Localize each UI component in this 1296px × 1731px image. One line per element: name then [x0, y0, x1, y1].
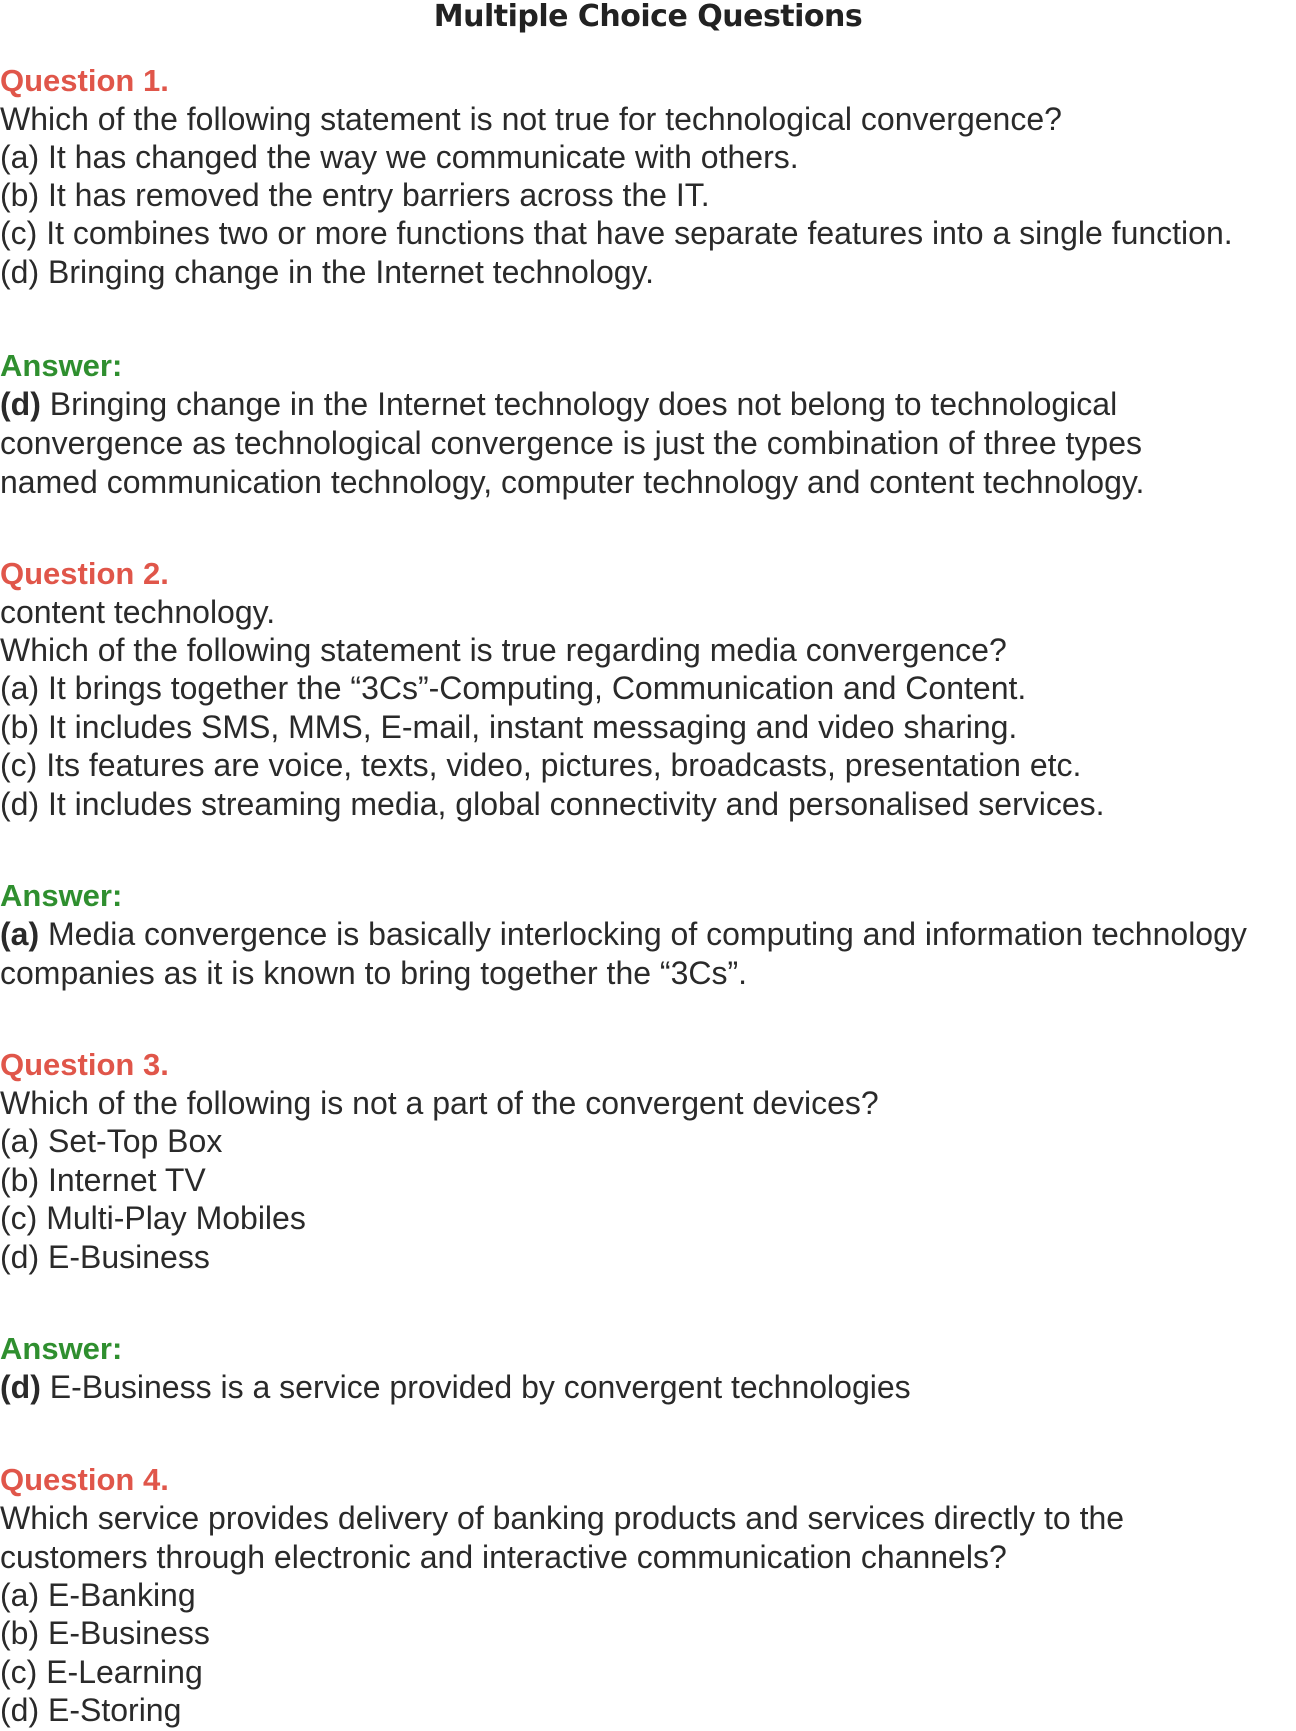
- question-4-option-b: (b) E-Business: [0, 1615, 210, 1651]
- answer-2-line-2: companies as it is known to bring together the “3Cs”.: [0, 955, 748, 991]
- question-4-option-d: (d) E-Storing: [0, 1692, 182, 1728]
- question-3-option-c: (c) Multi-Play Mobiles: [0, 1200, 306, 1236]
- question-2-text: Which of the following statement is true regarding media convergence?: [0, 632, 1007, 668]
- answer-2-heading: Answer:: [0, 878, 123, 913]
- question-3-option-d: (d) E-Business: [0, 1239, 210, 1275]
- question-1-option-d: (d) Bringing change in the Internet technology.: [0, 254, 655, 290]
- question-1-heading: Question 1.: [0, 63, 169, 98]
- question-1-option-c: (c) It combines two or more functions that have separate features into a single function.: [0, 215, 1233, 251]
- question-2-option-b: (b) It includes SMS, MMS, E-mail, instant messaging and video sharing.: [0, 709, 1018, 745]
- question-4-text-line-1: Which service provides delivery of banking products and services directly to the: [0, 1500, 1125, 1536]
- question-1-text: Which of the following statement is not true for technological convergence?: [0, 101, 1062, 137]
- question-2-prefix: content technology.: [0, 594, 276, 630]
- answer-3-heading: Answer:: [0, 1331, 123, 1366]
- answer-1-key: (d): [0, 386, 41, 422]
- answer-2-line-1: [0, 915, 1247, 953]
- question-2-option-a: (a) It brings together the “3Cs”-Computing, Communication and Content.: [0, 670, 1027, 706]
- answer-3-key: (d): [0, 1369, 41, 1405]
- question-2-option-d: (d) It includes streaming media, global connectivity and personalised services.: [0, 786, 1105, 822]
- answer-2-text: Media convergence is basically interlocking of computing and information technology: [39, 916, 1247, 952]
- question-2-option-c: (c) Its features are voice, texts, video, pictures, broadcasts, presentation etc.: [0, 747, 1082, 783]
- answer-2-key: (a): [0, 916, 40, 952]
- answer-1-text: Bringing change in the Internet technology does not belong to technological: [40, 386, 1118, 422]
- question-3-option-a: (a) Set-Top Box: [0, 1123, 223, 1159]
- question-3-option-b: (b) Internet TV: [0, 1162, 206, 1198]
- answer-3-line-1: [0, 1368, 911, 1406]
- question-2-heading: Question 2.: [0, 556, 169, 591]
- answer-1-line-1: [0, 385, 1117, 423]
- question-4-option-c: (c) E-Learning: [0, 1654, 203, 1690]
- question-1-option-a: (a) It has changed the way we communicate with others.: [0, 139, 799, 175]
- answer-1-heading: Answer:: [0, 348, 123, 383]
- question-4-text-line-2: customers through electronic and interactive communication channels?: [0, 1539, 1007, 1575]
- question-1-option-b: (b) It has removed the entry barriers across the IT.: [0, 177, 710, 213]
- answer-1-line-3: named communication technology, computer technology and content technology.: [0, 464, 1145, 500]
- question-3-heading: Question 3.: [0, 1047, 169, 1082]
- answer-1-line-2: convergence as technological convergence is just the combination of three types: [0, 425, 1143, 461]
- page-title: Multiple Choice Questions: [433, 0, 863, 34]
- question-4-option-a: (a) E-Banking: [0, 1577, 196, 1613]
- answer-3-text: E-Business is a service provided by convergent technologies: [40, 1369, 911, 1405]
- question-4-heading: Question 4.: [0, 1462, 169, 1497]
- question-3-text: Which of the following is not a part of the convergent devices?: [0, 1085, 879, 1121]
